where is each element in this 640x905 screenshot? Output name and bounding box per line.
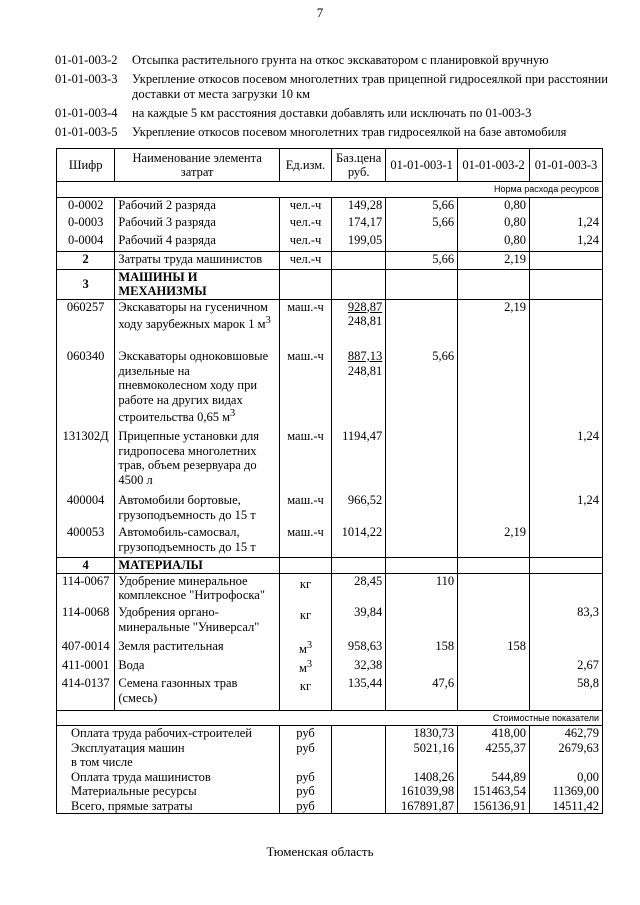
table-row	[57, 429, 603, 493]
table-row	[57, 493, 603, 525]
summary-label: Эксплуатация машин	[57, 741, 280, 756]
code-item	[55, 53, 615, 68]
superscript: 3	[265, 315, 271, 326]
norm-banner: Норма расхода ресурсов	[57, 182, 603, 198]
row-price: 1014,22	[332, 525, 386, 557]
row-v3: 2,67	[530, 658, 603, 676]
row-v2: 0,80	[458, 197, 530, 215]
row-unit	[279, 676, 331, 710]
row-v1	[386, 493, 458, 525]
table-row	[57, 215, 603, 233]
summary-v3: 14511,42	[530, 799, 603, 814]
superscript: 3	[229, 408, 236, 419]
superscript: 3	[306, 659, 313, 670]
row-price: 174,17	[332, 215, 386, 233]
table-row	[57, 233, 603, 251]
row-price: 135,44	[332, 676, 386, 710]
row-v1	[386, 233, 458, 251]
table-row	[57, 299, 603, 349]
summary-v3: 11369,00	[530, 784, 603, 799]
summary-v1: 1408,26	[386, 770, 458, 785]
row-name: Удобрение минеральное комплексное "Нитрофоска"	[115, 573, 280, 605]
summary-v1: 167891,87	[386, 799, 458, 814]
row-price	[332, 349, 386, 429]
row-price: 149,28	[332, 197, 386, 215]
header-code: Шифр	[57, 149, 115, 182]
row-unit	[279, 605, 331, 639]
unit-text: кг	[299, 576, 312, 591]
summary-unit	[279, 755, 331, 770]
code-id: 01-01-003-5	[55, 125, 118, 139]
row-name	[115, 349, 280, 429]
row-price: 199,05	[332, 233, 386, 251]
row-v1	[386, 605, 458, 639]
header-price: Баз.цена руб.	[332, 149, 386, 182]
row-v1	[386, 429, 458, 493]
code-desc: Укрепление откосов посевом многолетних трав гидросеялкой на базе автомобиля	[132, 125, 567, 139]
price-sub: 248,81	[347, 363, 383, 378]
row-unit: маш.-ч	[279, 429, 331, 493]
table-row	[57, 605, 603, 639]
row-name: Затраты труда машинистов	[115, 251, 280, 269]
table-row	[57, 676, 603, 710]
row-v2: 158	[458, 639, 530, 658]
page-number: 7	[316, 5, 324, 20]
row-price: 958,63	[332, 639, 386, 658]
table-row	[57, 349, 603, 429]
row-unit: маш.-ч	[279, 493, 331, 525]
row-name: Рабочий 3 разряда	[115, 215, 280, 233]
header-col3: 01-01-003-3	[530, 149, 603, 182]
row-code: 0-0004	[57, 233, 115, 251]
summary-label: Оплата труда рабочих-строителей	[57, 726, 280, 741]
section-title: МАШИНЫ И МЕХАНИЗМЫ	[115, 269, 280, 299]
row-v1	[386, 658, 458, 676]
code-desc: Отсыпка растительного грунта на откос экскаватором с планировкой вручную	[132, 53, 549, 67]
row-v2: 2,19	[458, 251, 530, 269]
row-price: 28,45	[332, 573, 386, 605]
row-name: Вода	[115, 658, 280, 676]
summary-row	[57, 799, 603, 814]
cost-banner: Стоимостные показатели	[57, 710, 603, 726]
row-price	[332, 299, 386, 349]
header-name: Наименование элемента затрат	[115, 149, 280, 182]
summary-row	[57, 770, 603, 785]
header-col1: 01-01-003-1	[386, 149, 458, 182]
row-unit: маш.-ч	[279, 525, 331, 557]
unit-text: кг	[299, 679, 312, 694]
row-unit: чел.-ч	[279, 233, 331, 251]
section-heading	[57, 557, 603, 573]
row-name: Автомобиль-самосвал, грузоподъемность до 15 т	[115, 525, 280, 557]
row-v2	[458, 658, 530, 676]
row-price	[332, 251, 386, 269]
row-v3	[530, 197, 603, 215]
price-main: 928,87	[347, 299, 383, 314]
price-sub: 248,81	[347, 314, 383, 328]
summary-v1: 5021,16	[386, 741, 458, 756]
summary-v1: 1830,73	[386, 726, 458, 741]
row-unit: маш.-ч	[279, 299, 331, 349]
row-unit: чел.-ч	[279, 251, 331, 269]
row-v2	[458, 605, 530, 639]
summary-v1: 161039,98	[386, 784, 458, 799]
summary-unit: руб	[279, 770, 331, 785]
summary-v3: 2679,63	[530, 741, 603, 756]
table-row	[57, 639, 603, 658]
row-v3	[530, 251, 603, 269]
summary-row	[57, 784, 603, 799]
row-code: 400053	[57, 525, 115, 557]
summary-unit: руб	[279, 726, 331, 741]
row-name-text: Экскаваторы на гусеничном ходу зарубежных марок 1 м	[118, 299, 268, 332]
row-unit: чел.-ч	[279, 215, 331, 233]
table-row	[57, 573, 603, 605]
row-v2	[458, 573, 530, 605]
row-v3: 1,24	[530, 215, 603, 233]
row-v3: 58,8	[530, 676, 603, 710]
row-name: Семена газонных трав (смесь)	[115, 676, 280, 710]
price-main: 887,13	[347, 349, 383, 363]
row-unit	[279, 639, 331, 658]
summary-v2: 544,89	[458, 770, 530, 785]
row-v1: 5,66	[386, 197, 458, 215]
row-v2	[458, 429, 530, 493]
row-code: 131302Д	[57, 429, 115, 493]
code-id: 01-01-003-2	[55, 53, 118, 67]
section-code: 3	[57, 269, 115, 299]
header-unit: Ед.изм.	[279, 149, 331, 182]
unit-text: м	[298, 642, 307, 657]
code-id: 01-01-003-4	[55, 106, 118, 120]
row-v1	[386, 525, 458, 557]
summary-label: Материальные ресурсы	[57, 784, 280, 799]
row-v2: 0,80	[458, 215, 530, 233]
summary-label: Оплата труда машинистов	[57, 770, 280, 785]
row-unit: чел.-ч	[279, 197, 331, 215]
row-v3	[530, 639, 603, 658]
code-item	[55, 72, 615, 102]
footer-region: Тюменская область	[266, 844, 374, 859]
row-code: 060257	[57, 299, 115, 349]
summary-unit: руб	[279, 741, 331, 756]
summary-row	[57, 755, 603, 770]
table-row	[57, 251, 603, 269]
summary-label: Всего, прямые затраты	[57, 799, 280, 814]
summary-v3	[530, 755, 603, 770]
row-v2	[458, 349, 530, 429]
row-unit: маш.-ч	[279, 349, 331, 429]
row-v2: 2,19	[458, 525, 530, 557]
summary-v2: 156136,91	[458, 799, 530, 814]
code-descriptions	[55, 53, 615, 144]
summary-unit: руб	[279, 799, 331, 814]
summary-unit: руб	[279, 784, 331, 799]
row-v3	[530, 573, 603, 605]
row-code: 400004	[57, 493, 115, 525]
row-v1: 5,66	[386, 251, 458, 269]
summary-v2	[458, 755, 530, 770]
row-v2	[458, 676, 530, 710]
row-v3: 1,24	[530, 233, 603, 251]
row-code: 114-0068	[57, 605, 115, 639]
unit-text: м	[298, 661, 307, 676]
row-code: 114-0067	[57, 573, 115, 605]
summary-v3: 462,79	[530, 726, 603, 741]
table-header	[57, 149, 603, 182]
summary-v2: 418,00	[458, 726, 530, 741]
row-name: Автомобили бортовые, грузоподъемность до 15 т	[115, 493, 280, 525]
row-code: 407-0014	[57, 639, 115, 658]
summary-v3: 0,00	[530, 770, 603, 785]
row-name: Земля растительная	[115, 639, 280, 658]
row-code: 0-0002	[57, 197, 115, 215]
row-code: 411-0001	[57, 658, 115, 676]
row-v1: 5,66	[386, 349, 458, 429]
row-name-text: Экскаваторы одноковшовые дизельные на пневмоколесном ходу при работе на других видах строительства 0,65 м	[118, 349, 269, 425]
row-v3: 1,24	[530, 429, 603, 493]
code-item	[55, 106, 615, 121]
code-desc: Укрепление откосов посевом многолетних трав прицепной гидросеялкой при расстоянии доставки от места загрузки 10 км	[132, 72, 608, 101]
row-name: Рабочий 2 разряда	[115, 197, 280, 215]
row-v3: 1,24	[530, 493, 603, 525]
summary-v2: 151463,54	[458, 784, 530, 799]
table-row	[57, 658, 603, 676]
row-v1: 5,66	[386, 215, 458, 233]
row-price: 1194,47	[332, 429, 386, 493]
section-heading	[57, 269, 603, 299]
row-v2	[458, 493, 530, 525]
summary-v1	[386, 755, 458, 770]
row-v1: 110	[386, 573, 458, 605]
row-code: 0-0003	[57, 215, 115, 233]
row-v3	[530, 349, 603, 429]
summary-v2: 4255,37	[458, 741, 530, 756]
row-v2: 0,80	[458, 233, 530, 251]
superscript: 3	[306, 640, 313, 651]
row-v2: 2,19	[458, 299, 530, 349]
row-v1: 47,6	[386, 676, 458, 710]
row-v3	[530, 525, 603, 557]
row-name: Прицепные установки для гидропосева многолетних трав, объем резервуара до 4500 л	[115, 429, 280, 493]
row-v1	[386, 299, 458, 349]
summary-row	[57, 726, 603, 741]
row-unit	[279, 658, 331, 676]
row-price: 966,52	[332, 493, 386, 525]
code-desc: на каждые 5 км расстояния доставки добавлять или исключать по 01-003-3	[132, 106, 532, 120]
row-unit	[279, 573, 331, 605]
code-item	[55, 125, 615, 140]
summary-label: в том числе	[57, 755, 280, 770]
resource-table	[56, 148, 603, 814]
row-v3	[530, 299, 603, 349]
row-v1: 158	[386, 639, 458, 658]
unit-text: кг	[299, 608, 312, 623]
row-name: Рабочий 4 разряда	[115, 233, 280, 251]
section-code: 4	[57, 557, 115, 573]
section-title: МАТЕРИАЛЫ	[115, 557, 280, 573]
table-row	[57, 525, 603, 557]
row-name	[115, 299, 280, 349]
code-id: 01-01-003-3	[55, 72, 118, 86]
summary-row	[57, 741, 603, 756]
row-name: Удобрения органо-минеральные "Универсал"	[115, 605, 280, 639]
row-code: 2	[57, 251, 115, 269]
row-code: 060340	[57, 349, 115, 429]
row-price: 39,84	[332, 605, 386, 639]
row-price: 32,38	[332, 658, 386, 676]
row-code: 414-0137	[57, 676, 115, 710]
header-col2: 01-01-003-2	[458, 149, 530, 182]
table-row	[57, 197, 603, 215]
row-v3: 83,3	[530, 605, 603, 639]
